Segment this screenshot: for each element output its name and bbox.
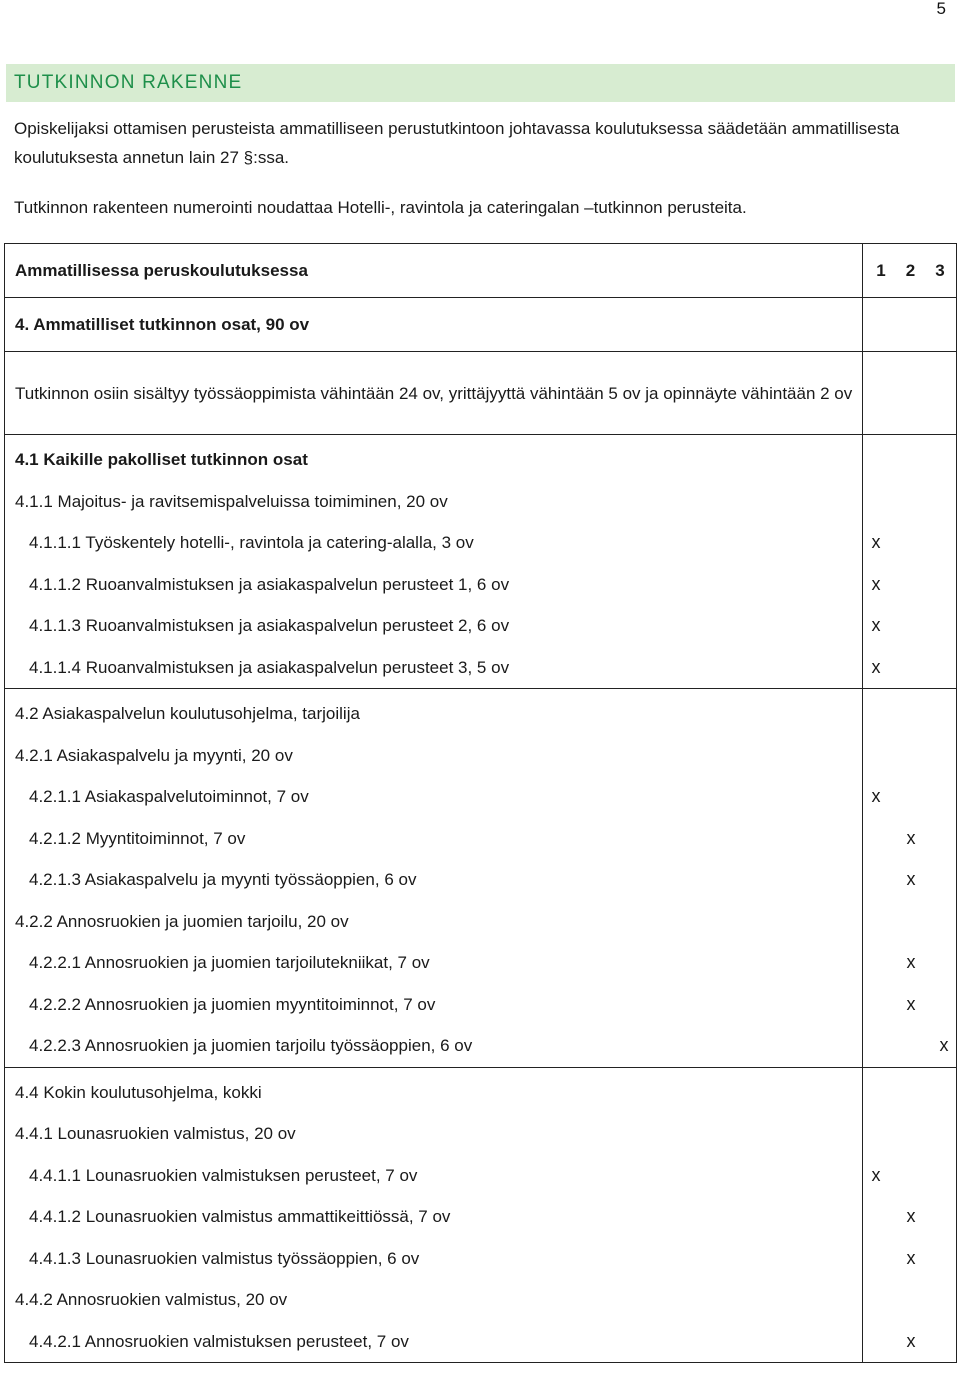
structure-line: 4.1.1.1 Työskentely hotelli-, ravintola ja catering-alalla, 3 ov	[29, 533, 474, 552]
structure-line: 4.1 Kaikille pakolliset tutkinnon osat	[15, 450, 308, 469]
mark-slot	[863, 522, 956, 564]
mark-slot	[863, 735, 956, 777]
mark-slot	[863, 818, 956, 860]
mark-slot	[863, 1196, 956, 1238]
section-note-row	[5, 352, 957, 435]
section-heading: 4. Ammatilliset tutkinnon osat, 90 ov	[15, 314, 310, 334]
structure-line: 4.4.1.1 Lounasruokien valmistuksen perusteet, 7 ov	[29, 1165, 418, 1185]
section-heading-row	[5, 298, 957, 352]
block-row	[5, 689, 957, 1068]
year-mark: x	[906, 993, 916, 1014]
block-marks-cell	[863, 435, 957, 689]
header-label: Ammatillisessa peruskoulutuksessa	[15, 260, 308, 280]
mark-slot	[863, 564, 956, 606]
structure-line: 4.1.1.3 Ruoanvalmistuksen ja asiakaspalvelun perusteet 2, 6 ov	[29, 616, 510, 635]
year-mark: x	[871, 573, 881, 594]
year-2-label: 2	[905, 260, 916, 280]
mark-slot	[863, 942, 956, 984]
year-mark: x	[906, 827, 916, 848]
year-mark: x	[906, 1247, 916, 1268]
section-banner	[6, 64, 955, 102]
mark-slot	[863, 984, 956, 1026]
year-1-label: 1	[876, 260, 886, 280]
structure-line: 4.1.1 Majoitus- ja ravitsemispalveluissa toimiminen, 20 ov	[15, 491, 448, 511]
structure-line: 4.2.1 Asiakaspalvelu ja myynti, 20 ov	[15, 745, 293, 765]
year-mark: x	[906, 1330, 916, 1351]
structure-line: 4.1.1.2 Ruoanvalmistuksen ja asiakaspalvelun perusteet 1, 6 ov	[29, 574, 510, 594]
structure-line: 4.2.1.3 Asiakaspalvelu ja myynti työssäoppien, 6 ov	[29, 870, 417, 889]
empty-mark-cell	[863, 352, 957, 435]
structure-line: 4.2.2.2 Annosruokien ja juomien myyntitoiminnot, 7 ov	[29, 994, 436, 1014]
intro-paragraph: Opiskelijaksi ottamisen perusteista ammatilliseen perustutkintoon johtavassa koulutuksessa säädetään ammatillisesta koulutuksesta annetun lain 27 §:ssa.	[14, 119, 900, 167]
structure-line: 4.4.1.2 Lounasruokien valmistus ammattikeittiössä, 7 ov	[29, 1207, 451, 1226]
structure-line: 4.4 Kokin koulutusohjelma, kokki	[15, 1082, 262, 1102]
block-row	[5, 1067, 957, 1363]
year-mark: x	[906, 952, 916, 972]
degree-structure-table	[4, 243, 957, 1363]
structure-line: 4.4.1 Lounasruokien valmistus, 20 ov	[15, 1124, 296, 1143]
block-row	[5, 435, 957, 689]
section-title: TUTKINNON RAKENNE	[14, 72, 243, 93]
year-mark: x	[871, 656, 881, 677]
mark-slot	[863, 1025, 956, 1067]
block-marks-cell	[863, 1067, 957, 1363]
mark-slot	[863, 1321, 956, 1363]
table-header-row	[5, 244, 957, 298]
numbering-note: Tutkinnon rakenteen numerointi noudattaa Hotelli-, ravintola ja cateringalan –tutkinnon perusteita.	[14, 198, 747, 217]
section-note: Tutkinnon osiin sisältyy työssäoppimista vähintään 24 ov, yrittäjyyttä vähintään 5 ov ja opinnäyte vähintään 2 ov	[15, 383, 853, 403]
block-marks-cell	[863, 689, 957, 1068]
year-mark: x	[871, 1164, 881, 1185]
year-columns	[863, 261, 956, 281]
mark-slot	[863, 693, 956, 735]
mark-slot	[863, 901, 956, 943]
mark-slot	[863, 1238, 956, 1280]
block-text-cell	[5, 689, 863, 1068]
mark-slot	[863, 776, 956, 818]
structure-line: 4.2.2.3 Annosruokien ja juomien tarjoilu työssäoppien, 6 ov	[29, 1036, 473, 1055]
header-years-cell	[863, 244, 957, 298]
mark-slot	[863, 605, 956, 647]
page-number: 5	[936, 0, 946, 18]
mark-slot	[863, 481, 956, 523]
year-mark: x	[871, 786, 881, 806]
mark-slot	[863, 859, 956, 901]
structure-line: 4.2 Asiakaspalvelun koulutusohjelma, tarjoilija	[15, 704, 360, 723]
structure-line: 4.4.2.1 Annosruokien valmistuksen perusteet, 7 ov	[29, 1331, 409, 1351]
mark-slot	[863, 647, 956, 689]
year-mark: x	[871, 615, 881, 635]
structure-line: 4.1.1.4 Ruoanvalmistuksen ja asiakaspalvelun perusteet 3, 5 ov	[29, 657, 510, 677]
year-mark: x	[871, 532, 881, 552]
mark-slot	[863, 439, 956, 481]
block-text-cell	[5, 435, 863, 689]
structure-line: 4.4.1.3 Lounasruokien valmistus työssäoppien, 6 ov	[29, 1248, 420, 1268]
structure-line: 4.2.1.1 Asiakaspalvelutoiminnot, 7 ov	[29, 787, 309, 806]
structure-line: 4.2.1.2 Myyntitoiminnot, 7 ov	[29, 828, 246, 848]
year-mark: x	[906, 1206, 916, 1226]
mark-slot	[863, 1113, 956, 1155]
mark-slot	[863, 1155, 956, 1197]
structure-line: 4.4.2 Annosruokien valmistus, 20 ov	[15, 1290, 288, 1309]
structure-line: 4.2.2.1 Annosruokien ja juomien tarjoilutekniikat, 7 ov	[29, 953, 430, 972]
empty-mark-cell	[863, 298, 957, 352]
mark-slot	[863, 1279, 956, 1321]
year-mark: x	[906, 869, 916, 889]
mark-slot	[863, 1072, 956, 1114]
header-label-cell	[5, 244, 863, 298]
structure-line: 4.2.2 Annosruokien ja juomien tarjoilu, 20 ov	[15, 911, 349, 931]
year-3-label: 3	[935, 260, 945, 280]
year-mark: x	[939, 1035, 949, 1055]
block-text-cell	[5, 1067, 863, 1363]
